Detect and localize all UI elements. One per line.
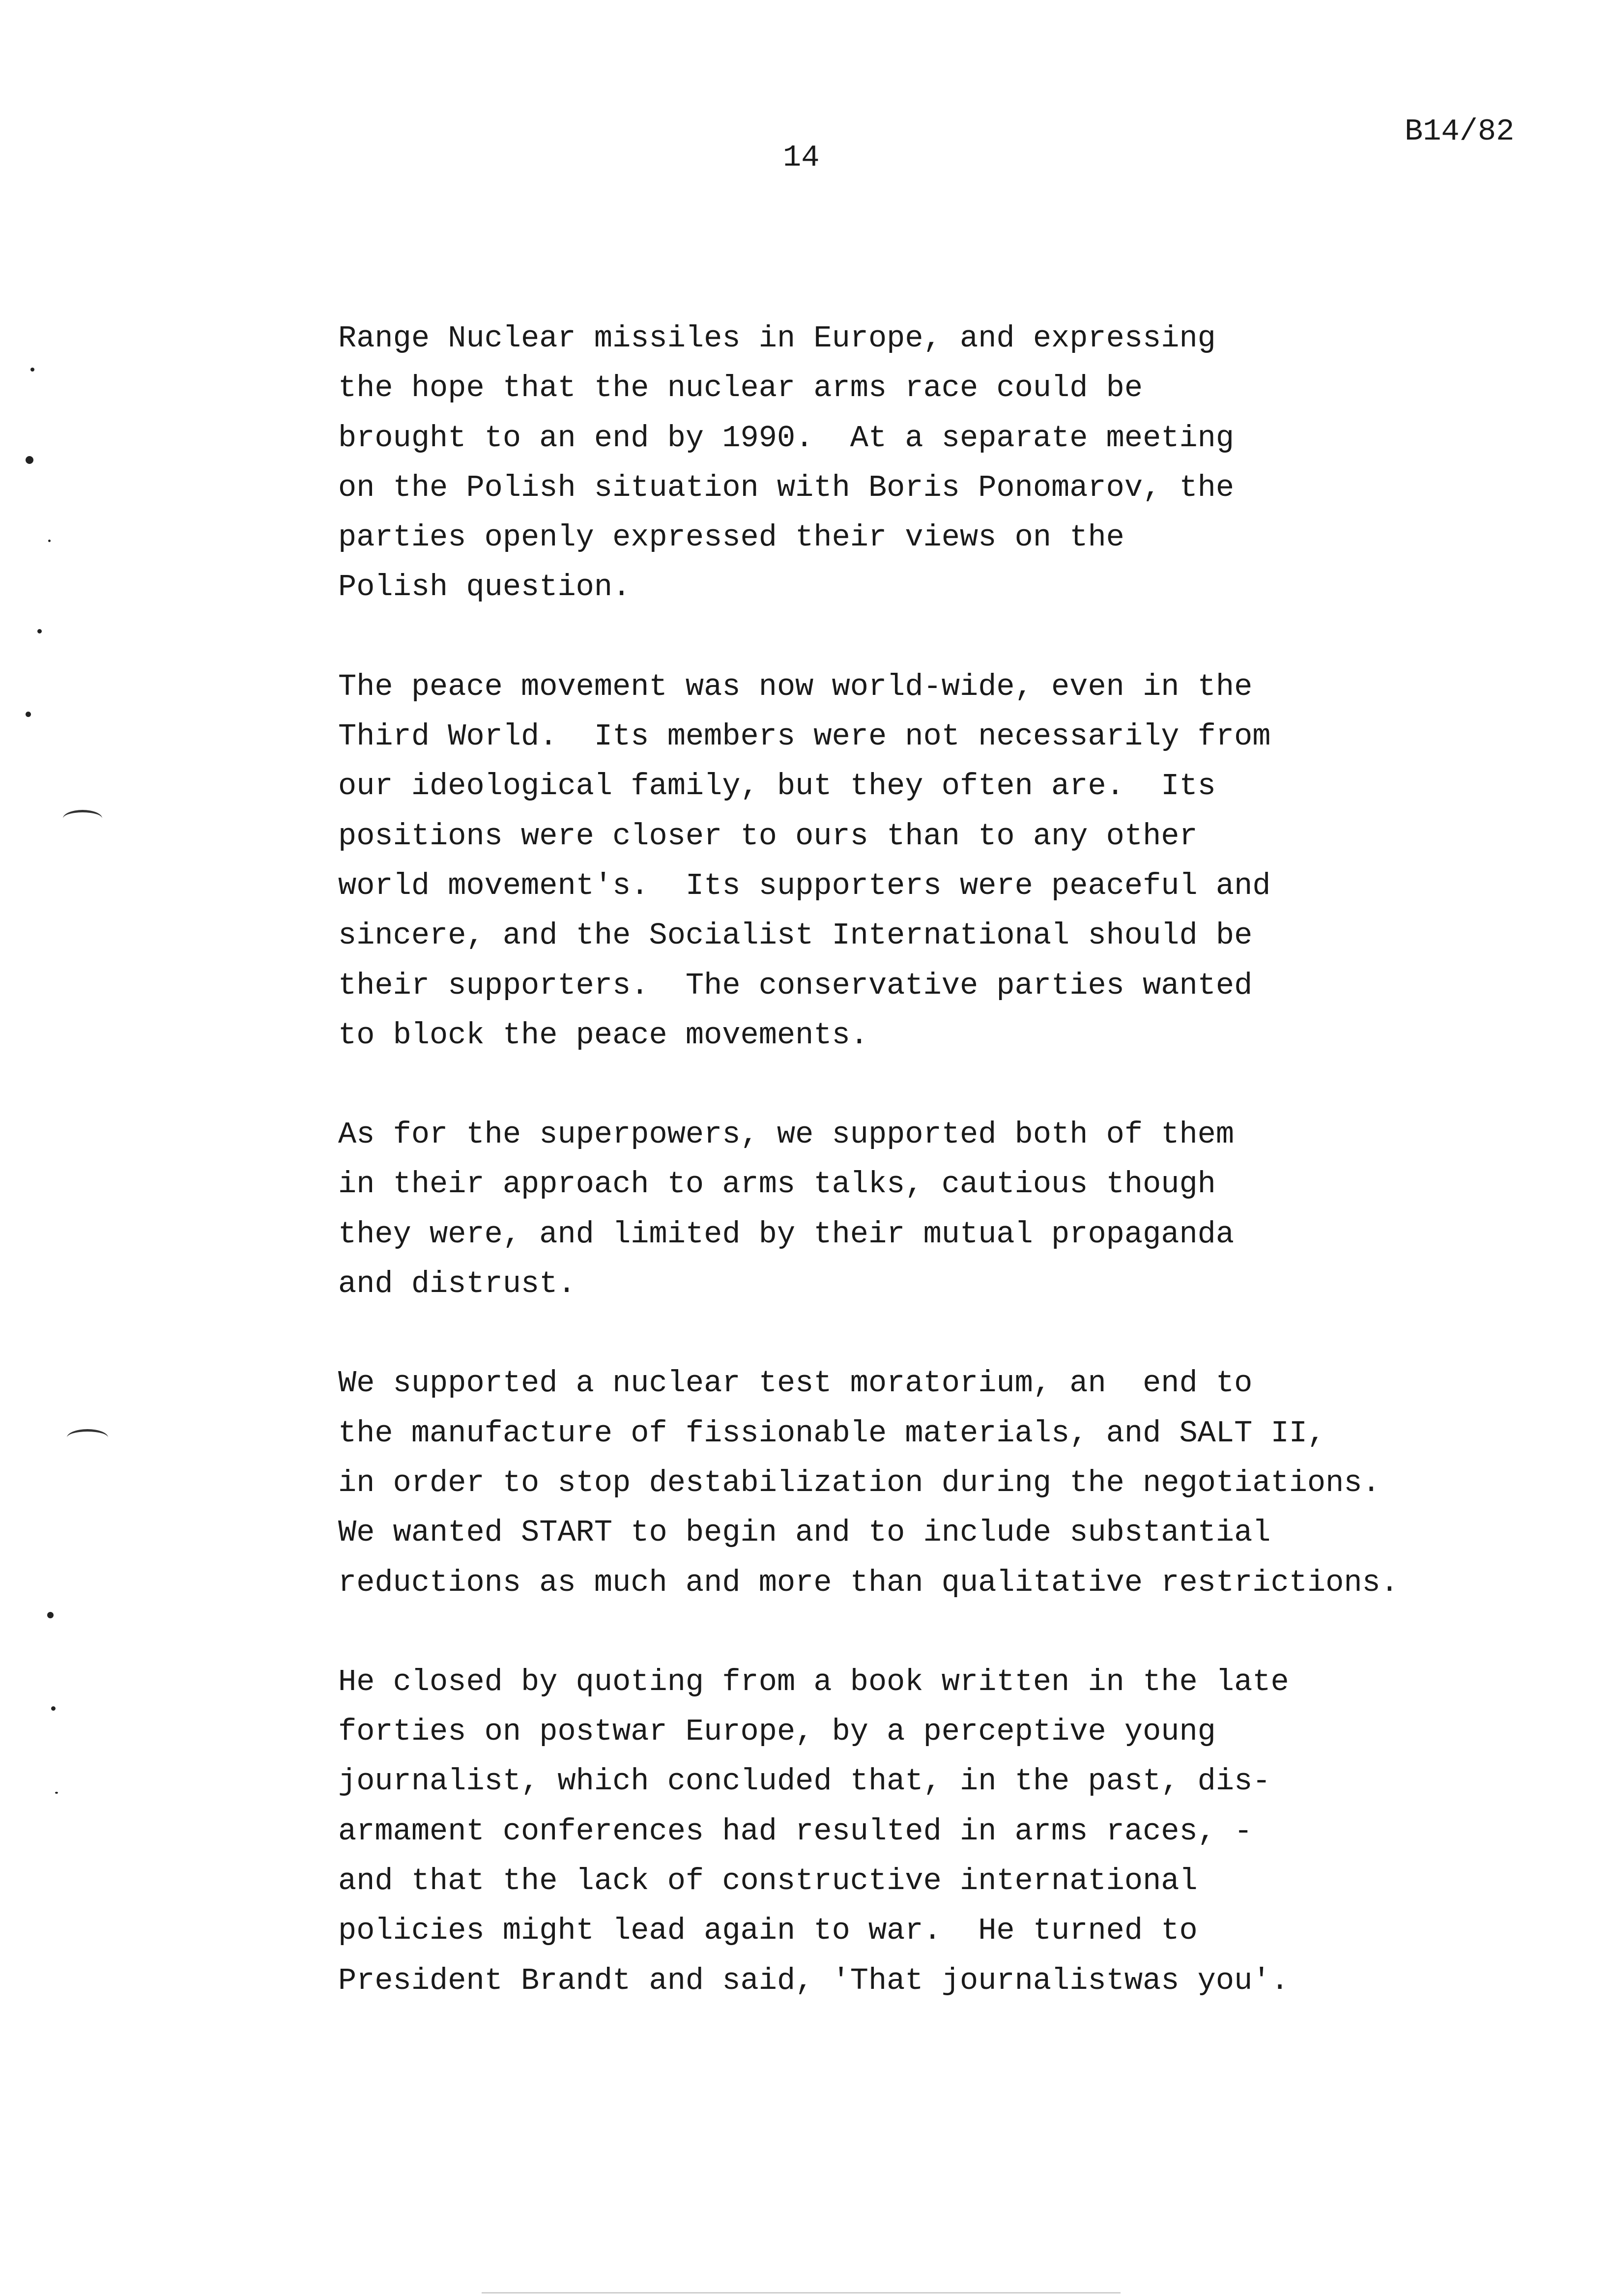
- binding-arc-mark: [63, 810, 102, 827]
- paragraph: [338, 662, 1596, 1060]
- scan-edge-line: [482, 2292, 1121, 2294]
- text-line: to block the peace movements.: [338, 1017, 868, 1053]
- text-line: We supported a nuclear test moratorium, an end to: [338, 1366, 1253, 1401]
- text-line: parties openly expressed their views on the: [338, 520, 1124, 555]
- text-line: sincere, and the Socialist International should be: [338, 918, 1253, 953]
- scan-speck: [26, 712, 31, 717]
- paragraph: [338, 314, 1596, 612]
- text-line: the manufacture of fissionable materials, and SALT II,: [338, 1415, 1326, 1451]
- paragraph: [338, 1358, 1596, 1607]
- scan-speck: [30, 368, 34, 372]
- text-line: Range Nuclear missiles in Europe, and expressing: [338, 321, 1216, 356]
- text-line: on the Polish situation with Boris Ponomarov, the: [338, 470, 1235, 505]
- punch-mark: [47, 1612, 54, 1618]
- text-line: the hope that the nuclear arms race could be: [338, 371, 1143, 406]
- text-line: positions were closer to ours than to any other: [338, 818, 1198, 854]
- paragraph: [338, 1657, 1596, 2006]
- text-line: armament conferences had resulted in arms races, -: [338, 1813, 1253, 1849]
- text-line: journalist, which concluded that, in the past, dis-: [338, 1764, 1271, 1799]
- scan-speck: [51, 1706, 56, 1711]
- text-line: our ideological family, but they often are. Its: [338, 769, 1216, 804]
- text-line: We wanted START to begin and to include substantial: [338, 1515, 1271, 1550]
- text-line: world movement's. Its supporters were peaceful and: [338, 868, 1271, 903]
- document-body: [338, 314, 1596, 2055]
- text-line: policies might lead again to war. He turned to: [338, 1913, 1198, 1949]
- text-line: in order to stop destabilization during the negotiations.: [338, 1465, 1381, 1500]
- document-reference: B14/82: [1405, 114, 1515, 149]
- scan-speck: [55, 1792, 58, 1794]
- punch-mark: [26, 456, 33, 464]
- text-line: Third World. Its members were not necessarily from: [338, 719, 1271, 754]
- text-line: The peace movement was now world-wide, even in the: [338, 669, 1253, 704]
- binding-arc-mark: [67, 1429, 108, 1446]
- text-line: forties on postwar Europe, by a perceptive young: [338, 1714, 1216, 1750]
- paragraph: [338, 1110, 1596, 1309]
- text-line: President Brandt and said, 'That journalistwas you'.: [338, 1963, 1289, 1998]
- text-line: As for the superpowers, we supported both of them: [338, 1117, 1235, 1152]
- text-line: He closed by quoting from a book written in the late: [338, 1664, 1289, 1699]
- text-line: they were, and limited by their mutual propaganda: [338, 1216, 1235, 1252]
- text-line: brought to an end by 1990. At a separate meeting: [338, 420, 1235, 456]
- text-line: their supporters. The conservative parties wanted: [338, 968, 1253, 1003]
- text-line: Polish question.: [338, 570, 631, 605]
- scan-speck: [37, 629, 42, 633]
- page-number: 14: [783, 140, 820, 175]
- scan-speck: [48, 540, 51, 542]
- text-line: and distrust.: [338, 1266, 576, 1302]
- text-line: in their approach to arms talks, cautious though: [338, 1167, 1216, 1202]
- text-line: reductions as much and more than qualitative restrictions.: [338, 1565, 1399, 1600]
- text-line: and that the lack of constructive international: [338, 1864, 1198, 1899]
